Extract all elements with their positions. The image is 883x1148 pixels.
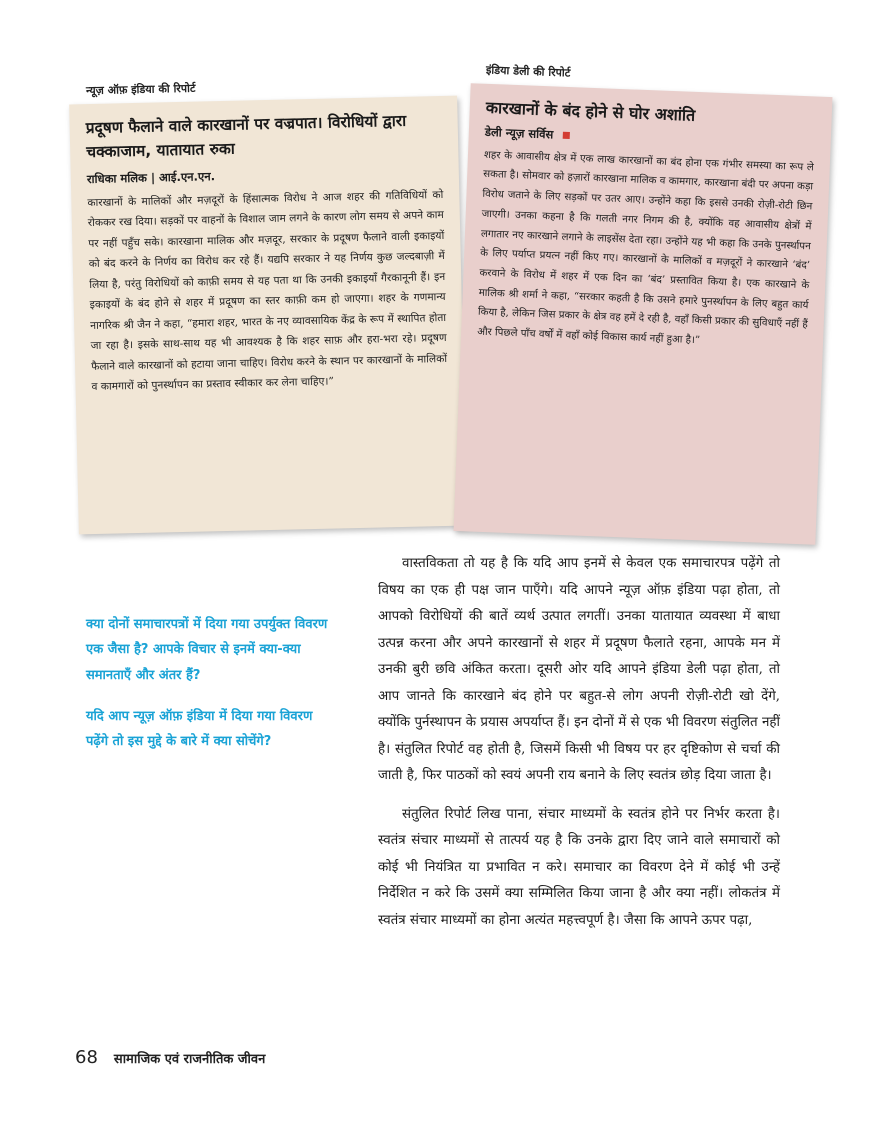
sidebar-question-1: क्या दोनों समाचारपत्रों में दिया गया उपर्युक्त विवरण एक जैसा है? आपके विचार से इनमें क्या-क्या समानताएँ और अंतर हैं? (86, 617, 328, 683)
main-paragraph-2: संतुलित रिपोर्ट लिख पाना, संचार माध्यमों के स्वतंत्र होने पर निर्भर करता है। स्वतंत्र संचार माध्यमों से तात्पर्य यह है कि उनके द्वारा दिए जाने वाले समाचारों को कोई भी नियंत्रित या प्रभावित न करे। समाचार का विवरण देने में कोई भी उन्हें निर्देशित न करे कि उसमें क्या सम्मिलित किया जाना है और क्या नहीं। लोकतंत्र में स्वतंत्र संचार माध्यमों का होना अत्यंत महत्त्वपूर्ण है। जैसा कि आपने ऊपर पढ़ा, (378, 806, 780, 928)
right-clipping-source: इंडिया डेली की रिपोर्ट (485, 63, 571, 80)
left-clipping-byline-text: राधिका मलिक | आई.एन.एन. (86, 169, 216, 187)
right-clipping-body: शहर के आवासीय क्षेत्र में एक लाख कारखानों का बंद होना एक गंभीर समस्या का रूप ले सकता है। सोमवार को हज़ारों कारखाना मालिक व कामगार, कारखाना बंदी पर अपना कड़ा विरोध जताने के लिए सड़कों पर उतर आए। उन्होंने कहा कि इससे उनकी रोज़ी-रोटी छिन जाएगी। उनका कहना है कि गलती नगर निगम की है, क्योंकि वह आवासीय क्षेत्रों में लगातार नए कारखाने लगाने के लाइसेंस देता रहा। उन्होंने यह भी कहा कि उनके पुनर्स्थापन के लिए पर्याप्त प्रयत्न नहीं किए गए। कारखानों के मालिकों व मज़दूरों ने कारखाने ‘बंद’ करवाने के विरोध में शहर में एक दिन का ‘बंद’ प्रस्तावित किया है। एक कारखाने के मालिक श्री शर्मा ने कहा, “सरकार कहती है कि उसने हमारे पुनर्स्थापन के लिए बहुत कार्य किया है, लेकिन जिस प्रकार के क्षेत्र वह हमें दे रही है, वहाँ किसी प्रकार की सुविधाएँ नहीं हैं और पिछले पाँच वर्षों में वहाँ कोई विकास कार्य नहीं हुआ है।” (476, 149, 814, 347)
left-clipping-source: न्यूज़ ऑफ़ इंडिया की रिपोर्ट (85, 81, 196, 98)
left-clipping-byline (87, 164, 443, 187)
main-text (378, 551, 780, 946)
main-paragraph-1: वास्तविकता तो यह है कि यदि आप इनमें से केवल एक समाचारपत्र पढ़ेंगे तो विषय का एक ही पक्ष जान पाएँगे। यदि आपने न्यूज़ ऑफ़ इंडिया पढ़ा होता, तो आपको विरोधियों की बातें व्यर्थ उत्पात लगतीं। उनका यातायात व्यवस्था में बाधा उत्पन्न करना और अपने कारखानों से शहर में प्रदूषण फैलाते रहना, आपके मन में उनकी बुरी छवि अंकित करता। दूसरी ओर यदि आपने इंडिया डेली पढ़ा होता, तो आप जानते कि कारखाने बंद होने पर बहुत-से लोग अपनी रोज़ी-रोटी खो देंगे, क्योंकि पुर्नस्थापन के प्रयास अपर्याप्त हैं। इन दोनों में से एक भी विवरण संतुलित नहीं है। संतुलित रिपोर्ट वह होती है, जिसमें किसी भी विषय पर हर दृष्टिकोण से चर्चा की जाती है, फिर पाठकों को स्वयं अपनी राय बनाने के लिए स्वतंत्र छोड़ दिया जाता है। (378, 556, 780, 784)
right-clipping-byline-text: डेली न्यूज़ सर्विस (484, 124, 554, 142)
right-clipping-headline: कारखानों के बंद होने से घोर अशांति (485, 97, 696, 125)
page-footer (75, 1047, 265, 1068)
right-news-clipping (454, 83, 833, 545)
book-title: सामाजिक एवं राजनीतिक जीवन (113, 1052, 266, 1067)
red-square-marker-icon (563, 132, 570, 139)
sidebar-question-2: यदि आप न्यूज़ ऑफ़ इंडिया में दिया गया विवरण पढ़ेंगे तो इस मुद्दे के बारे में क्या सोचेंगे? (86, 709, 313, 750)
sidebar-questions (86, 612, 334, 771)
left-clipping-body: कारखानों के मालिकों और मज़दूरों के हिंसात्मक विरोध ने आज शहर की गतिविधियों को रोककर रख दिया। सड़कों पर वाहनों के विशाल जाम लगने के कारण लोग समय से अपने काम पर नहीं पहुँच सके। कारखाना मालिक और मज़दूर, सरकार के प्रदूषण फैलाने वाली इकाइयों को बंद करने के निर्णय का विरोध कर रहे हैं। यद्यपि सरकार ने यह निर्णय कुछ जल्दबाज़ी में लिया है, परंतु विरोधियों को काफ़ी समय से यह पता था कि उनकी इकाइयाँ गैरकानूनी हैं। इन इकाइयों के बंद होने से शहर में प्रदूषण का स्तर काफ़ी कम हो जाएगा। शहर के गणमान्य नागरिक श्री जैन ने कहा, “हमारा शहर, भारत के नए व्यावसायिक केंद्र के रूप में स्थापित होता जा रहा है। इसके साथ-साथ यह भी आवश्यक है कि शहर साफ़ और हरा-भरा रहे। प्रदूषण फैलाने वाले कारखानों को हटाया जाना चाहिए। विरोध करने के स्थान पर कारखानों के मालिकों व कामगारों को पुनर्स्थापन का प्रस्ताव स्वीकार कर लेना चाहिए।” (87, 189, 448, 393)
page-number: 68 (75, 1047, 98, 1068)
left-news-clipping (69, 96, 467, 535)
left-clipping-headline: प्रदूषण फैलाने वाले कारखानों पर वज्रपात। विरोधियों द्वारा चक्काजाम, यातायात रुका (85, 111, 407, 162)
